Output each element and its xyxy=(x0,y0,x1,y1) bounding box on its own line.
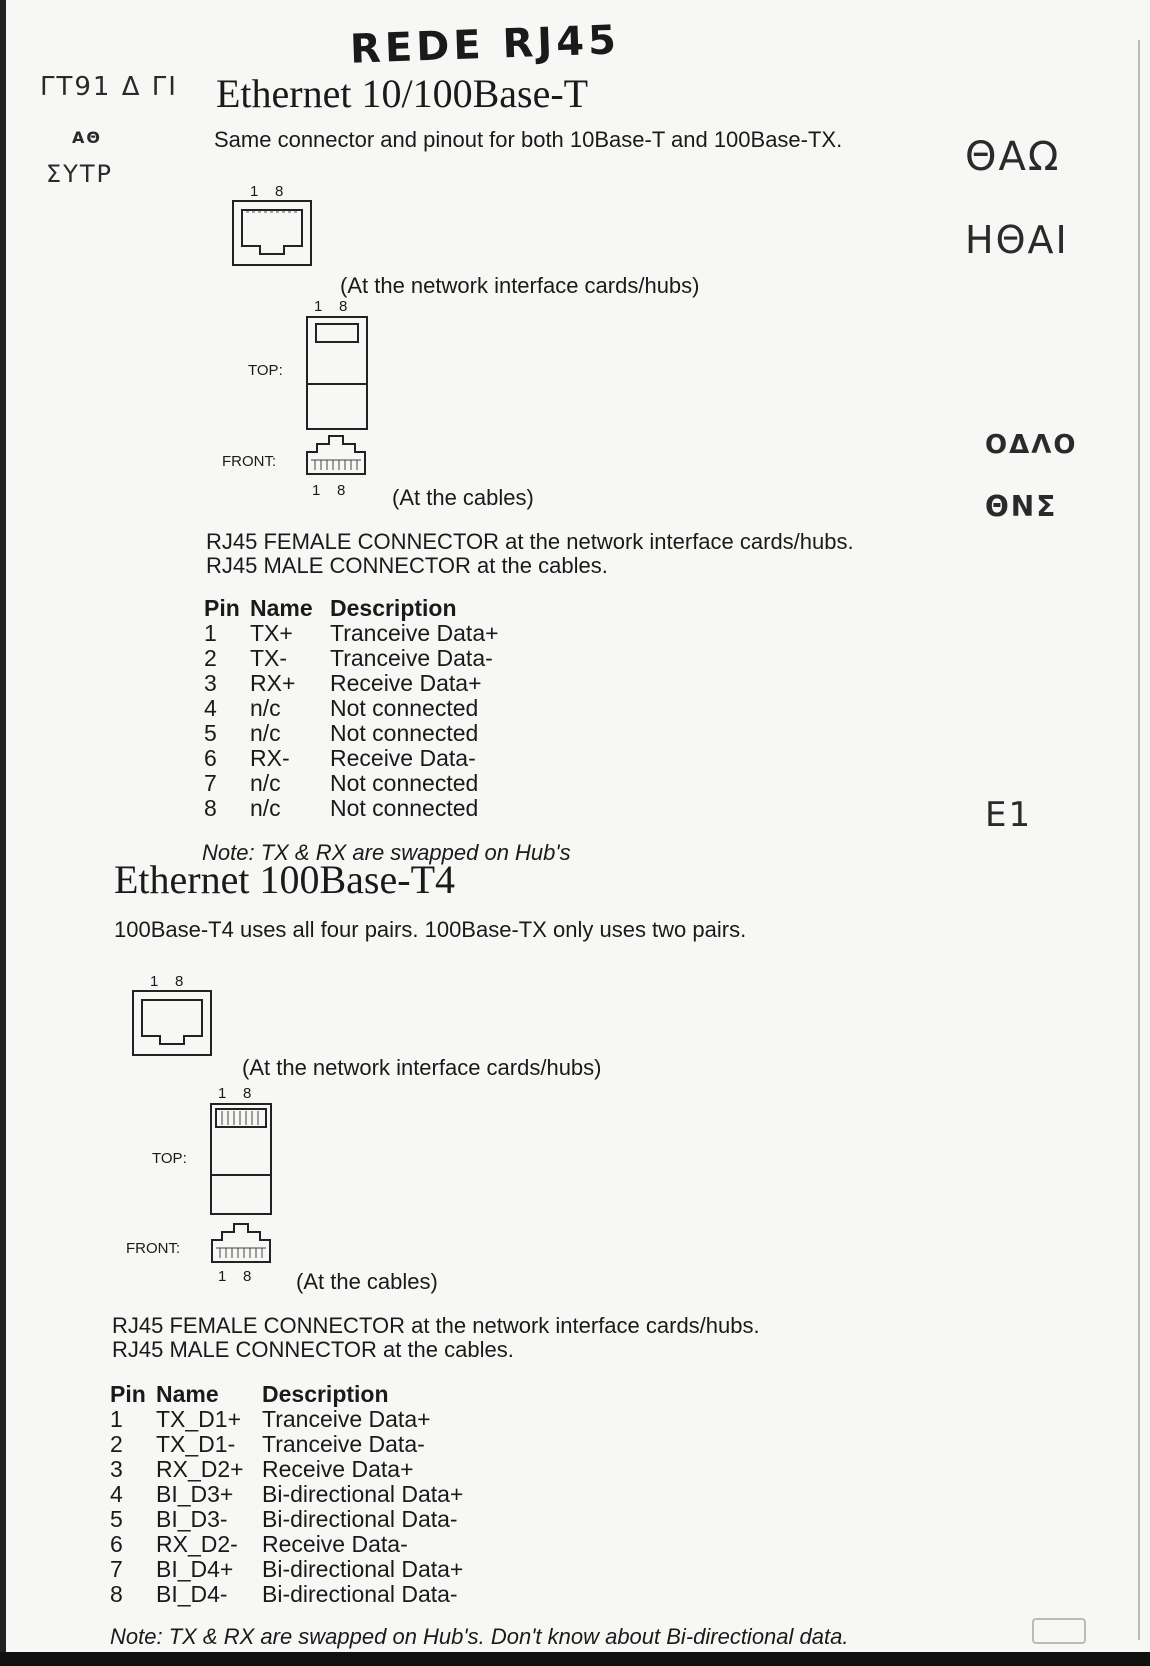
table-row xyxy=(110,1507,473,1532)
table-row xyxy=(204,771,509,796)
name-cell: RX_D2- xyxy=(156,1531,238,1557)
scan-bottom-edge xyxy=(0,1652,1150,1666)
table-row xyxy=(204,746,509,771)
section1-intro: Same connector and pinout for both 10Base-T and 100Base-TX. xyxy=(214,127,843,152)
name-cell: TX- xyxy=(250,645,288,671)
name-cell: n/c xyxy=(250,720,281,746)
table-row xyxy=(110,1532,473,1557)
section2-connector-line1: RJ45 FEMALE CONNECTOR at the network interface cards/hubs. xyxy=(112,1313,760,1338)
section2-male-connector-front-icon xyxy=(210,1222,272,1264)
section2-top-label: TOP: xyxy=(152,1150,187,1167)
pin-cell: 7 xyxy=(110,1556,123,1582)
section2-note: Note: TX & RX are swapped on Hub's. Don't know about Bi-directional data. xyxy=(110,1624,849,1649)
description-cell: Tranceive Data+ xyxy=(262,1406,431,1432)
handwritten-right-note-3: ΟΔΛΟ xyxy=(985,430,1078,460)
pin-cell: 8 xyxy=(204,795,217,821)
table-row xyxy=(110,1432,473,1457)
description-cell: Receive Data+ xyxy=(262,1456,414,1482)
pin-cell: 5 xyxy=(204,720,217,746)
header-pin: Pin xyxy=(110,1381,146,1407)
description-cell: Tranceive Data- xyxy=(330,645,493,671)
fold-line xyxy=(1138,40,1140,1640)
table-row xyxy=(204,696,509,721)
description-cell: Bi-directional Data+ xyxy=(262,1556,464,1582)
section1-connector-line2: RJ45 MALE CONNECTOR at the cables. xyxy=(206,553,608,578)
section2-connector-line2: RJ45 MALE CONNECTOR at the cables. xyxy=(112,1337,514,1362)
name-cell: TX_D1+ xyxy=(156,1406,242,1432)
handwritten-right-note-4: ΘΝΣ xyxy=(985,490,1058,523)
section2-female-pin-labels: 1 8 xyxy=(150,973,184,990)
section1-title: Ethernet 10/100Base-T xyxy=(216,71,589,116)
table-row xyxy=(110,1482,473,1507)
pin-cell: 4 xyxy=(204,695,217,721)
header-description: Description xyxy=(262,1381,389,1407)
section2-male-connector-top-icon xyxy=(210,1103,272,1215)
pin-cell: 1 xyxy=(110,1406,123,1432)
description-cell: Bi-directional Data- xyxy=(262,1581,458,1607)
pin-cell: 3 xyxy=(204,670,217,696)
name-cell: BI_D3- xyxy=(156,1506,228,1532)
name-cell: BI_D3+ xyxy=(156,1481,234,1507)
pin-cell: 8 xyxy=(110,1581,123,1607)
handwritten-left-note-2: ΑΘ xyxy=(72,128,102,147)
table-row xyxy=(204,721,509,746)
section2-male-caption: (At the cables) xyxy=(296,1269,438,1294)
table-header-row xyxy=(110,1382,473,1407)
description-cell: Bi-directional Data- xyxy=(262,1506,458,1532)
description-cell: Not connected xyxy=(330,795,479,821)
header-name: Name xyxy=(156,1381,219,1407)
table-row xyxy=(110,1457,473,1482)
section2-female-caption: (At the network interface cards/hubs) xyxy=(242,1055,602,1080)
header-description: Description xyxy=(330,595,457,621)
description-cell: Tranceive Data- xyxy=(262,1431,425,1457)
table-header-row xyxy=(204,596,509,621)
handwritten-left-note-1: ΓΤ91 Δ ΓΙ xyxy=(40,72,178,102)
table-row xyxy=(204,671,509,696)
name-cell: BI_D4- xyxy=(156,1581,228,1607)
table-row xyxy=(110,1582,473,1607)
pin-cell: 4 xyxy=(110,1481,123,1507)
section1-note: Note: TX & RX are swapped on Hub's xyxy=(202,840,571,865)
section1-front-label: FRONT: xyxy=(222,453,277,470)
pin-cell: 2 xyxy=(110,1431,123,1457)
description-cell: Not connected xyxy=(330,720,479,746)
section2-front-label: FRONT: xyxy=(126,1240,181,1257)
section2-title: Ethernet 100Base-T4 xyxy=(114,857,455,902)
stamp-mark xyxy=(1032,1618,1086,1644)
section2-intro: 100Base-T4 uses all four pairs. 100Base-TX only uses two pairs. xyxy=(114,917,747,942)
header-name: Name xyxy=(250,595,313,621)
name-cell: BI_D4+ xyxy=(156,1556,234,1582)
name-cell: RX+ xyxy=(250,670,296,696)
description-cell: Receive Data- xyxy=(330,745,476,771)
section1-female-caption: (At the network interface cards/hubs) xyxy=(340,273,700,298)
description-cell: Bi-directional Data+ xyxy=(262,1481,464,1507)
section1-male-caption: (At the cables) xyxy=(392,485,534,510)
scan-left-edge xyxy=(0,0,6,1666)
pin-cell: 2 xyxy=(204,645,217,671)
section1-female-pin-labels: 1 8 xyxy=(250,183,284,200)
table-row xyxy=(110,1407,473,1432)
section1-bottom-pin-labels: 1 8 xyxy=(312,482,346,499)
handwritten-right-note-1: ΘΑΩ xyxy=(965,134,1061,180)
handwritten-left-note-3: ΣΥΤΡ xyxy=(46,160,113,188)
description-cell: Tranceive Data+ xyxy=(330,620,499,646)
name-cell: RX_D2+ xyxy=(156,1456,244,1482)
name-cell: TX+ xyxy=(250,620,293,646)
name-cell: n/c xyxy=(250,795,281,821)
handwritten-right-note-2: ΗΘΑΙ xyxy=(965,218,1069,262)
section1-female-connector-icon xyxy=(232,200,312,266)
name-cell: RX- xyxy=(250,745,290,771)
pin-cell: 6 xyxy=(204,745,217,771)
description-cell: Not connected xyxy=(330,695,479,721)
section2-pinout-table xyxy=(110,1382,473,1607)
section1-pinout-table xyxy=(204,596,509,821)
pin-cell: 1 xyxy=(204,620,217,646)
section2-top-pin-labels: 1 8 xyxy=(218,1085,252,1102)
section2-female-connector-icon xyxy=(132,990,212,1056)
section1-male-connector-front-icon xyxy=(305,434,367,476)
section1-top-label: TOP: xyxy=(248,362,283,379)
table-row xyxy=(204,646,509,671)
name-cell: n/c xyxy=(250,695,281,721)
section2-bottom-pin-labels: 1 8 xyxy=(218,1268,252,1285)
name-cell: n/c xyxy=(250,770,281,796)
pin-cell: 3 xyxy=(110,1456,123,1482)
section1-male-connector-top-icon xyxy=(306,316,368,430)
description-cell: Receive Data- xyxy=(262,1531,408,1557)
header-pin: Pin xyxy=(204,595,240,621)
pin-cell: 5 xyxy=(110,1506,123,1532)
description-cell: Not connected xyxy=(330,770,479,796)
description-cell: Receive Data+ xyxy=(330,670,482,696)
pin-cell: 7 xyxy=(204,770,217,796)
pin-cell: 6 xyxy=(110,1531,123,1557)
handwritten-right-note-5: Ε1 xyxy=(985,795,1033,835)
section1-top-pin-labels: 1 8 xyxy=(314,298,348,315)
section1-connector-line1: RJ45 FEMALE CONNECTOR at the network interface cards/hubs. xyxy=(206,529,854,554)
name-cell: TX_D1- xyxy=(156,1431,236,1457)
table-row xyxy=(110,1557,473,1582)
table-row xyxy=(204,621,509,646)
handwritten-title: REDE RJ45 xyxy=(349,17,621,73)
table-row xyxy=(204,796,509,821)
